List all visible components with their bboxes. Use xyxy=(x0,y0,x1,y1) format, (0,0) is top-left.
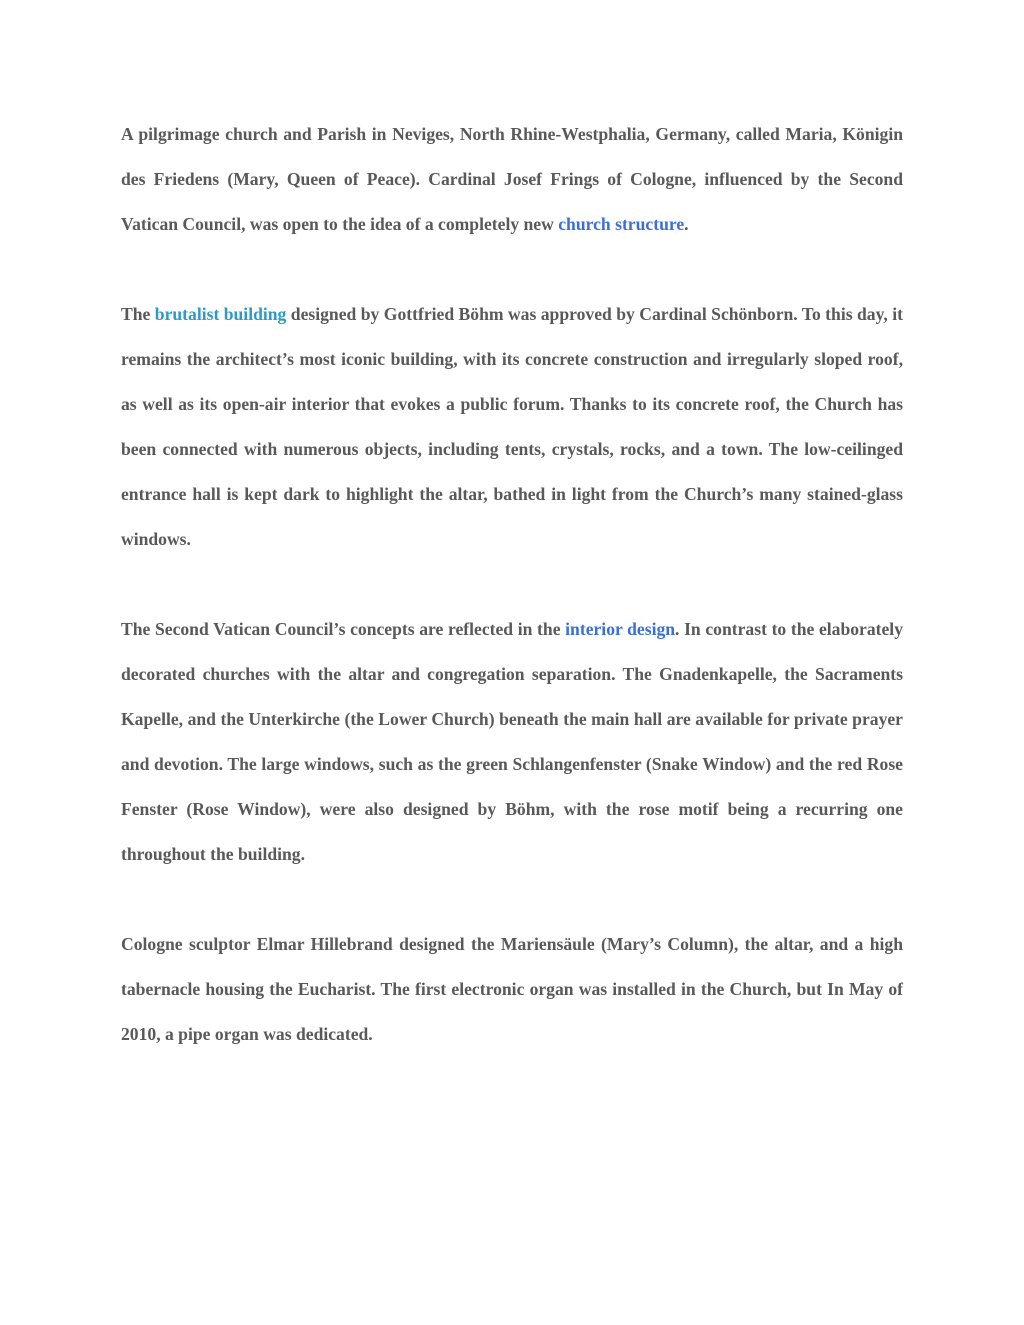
link-brutalist-building[interactable]: brutalist building xyxy=(154,304,287,324)
paragraph-interior xyxy=(121,607,903,877)
paragraph-intro xyxy=(121,112,903,247)
paragraph-architecture xyxy=(121,292,903,562)
document-page xyxy=(121,112,903,1102)
paragraph-text: A pilgrimage church and Parish in Neviges, North Rhine-Westphalia, Germany, called Maria, Königin des Friedens (Mary, Queen of Peace). Cardinal Josef Frings of Cologne, influenced by the Second Vatican Council, was open to the idea of a completely new xyxy=(121,124,903,234)
paragraph-text: designed by Gottfried Böhm was approved by Cardinal Schönborn. To this day, it remains the architect’s most iconic building, with its concrete construction and irregularly sloped roof, as well as its open-air interior that evokes a public forum. Thanks to its concrete roof, the Church has been connected with numerous objects, including tents, crystals, rocks, and a town. The low-ceilinged entrance hall is kept dark to highlight the altar, bathed in light from the Church’s many stained-glass windows. xyxy=(121,304,903,549)
paragraph-text: . xyxy=(684,214,689,234)
link-church-structure[interactable]: church structure xyxy=(558,214,685,234)
link-interior-design[interactable]: interior design xyxy=(565,619,676,639)
paragraph-sculptor xyxy=(121,922,903,1057)
paragraph-text: The xyxy=(121,304,155,324)
paragraph-text: . In contrast to the elaborately decorated churches with the altar and congregation separation. The Gnadenkapelle, the Sacraments Kapelle, and the Unterkirche (the Lower Church) beneath the main hall are available for private prayer and devotion. The large windows, such as the green Schlangenfenster (Snake Window) and the red Rose Fenster (Rose Window), were also designed by Böhm, with the rose motif being a recurring one throughout the building. xyxy=(121,619,903,864)
paragraph-text: Cologne sculptor Elmar Hillebrand designed the Mariensäule (Mary’s Column), the altar, and a high tabernacle housing the Eucharist. The first electronic organ was installed in the Church, but In May of 2010, a pipe organ was dedicated. xyxy=(121,934,903,1044)
paragraph-text: The Second Vatican Council’s concepts are reflected in the xyxy=(121,619,566,639)
